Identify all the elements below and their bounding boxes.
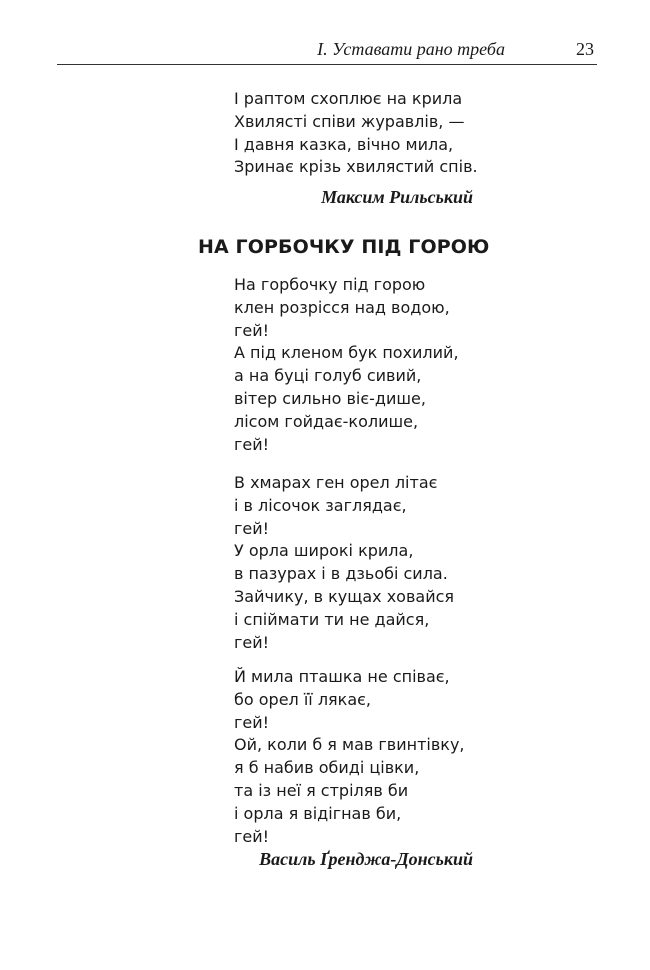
poem-line: вітер сильно віє-дише,: [234, 388, 426, 408]
poem-line: і орла я відігнав би,: [234, 803, 402, 823]
poem-line: гей!: [234, 632, 270, 652]
poem-line: я б набив обиді цівки,: [234, 758, 420, 778]
poem-line: бо орел її лякає,: [234, 689, 372, 709]
poem-stanza-2: [234, 472, 454, 654]
poem-stanza-1: [234, 274, 459, 456]
poem-line: гей!: [234, 712, 270, 732]
epigraph-line: Зринає крізь хвилястий спів.: [234, 157, 478, 177]
poem-line: гей!: [234, 320, 270, 340]
poem-line: В хмарах ген орел літає: [234, 473, 438, 492]
poem-line: Зайчику, в кущах ховайся: [234, 586, 455, 606]
epigraph-line: Хвилясті співи журавлів, —: [234, 111, 465, 131]
poem-title: НА ГОРБОЧКУ ПІД ГОРОЮ: [198, 236, 490, 258]
poem-line: А під кленом бук похилий,: [234, 343, 459, 363]
header-rule: [57, 64, 597, 65]
epigraph-stanza: [234, 88, 478, 179]
epigraph-author: Максим Рильський: [321, 187, 473, 207]
page-number: 23: [576, 39, 594, 59]
poem-line: гей!: [234, 518, 270, 538]
poem-stanza-3: [234, 666, 465, 848]
poem-line: На горбочку під горою: [234, 275, 426, 294]
poem-line: клен розрісся над водою,: [234, 297, 450, 317]
poem-author: Василь Ґренджа-Донський: [259, 849, 473, 869]
running-head: [57, 38, 597, 64]
epigraph-line: І давня казка, вічно мила,: [234, 134, 454, 154]
running-title: I. Уставати рано треба: [317, 39, 505, 59]
poem-line: Ой, коли б я мав гвинтівку,: [234, 735, 465, 755]
epigraph-line: І раптом схоплює на крила: [234, 89, 463, 108]
poem-line: лісом гойдає-колише,: [234, 411, 419, 431]
poem-line: і в лісочок заглядає,: [234, 495, 407, 515]
poem-line: Й мила пташка не співає,: [234, 667, 450, 686]
poem-line: і спіймати ти не дайся,: [234, 609, 430, 629]
poem-line: а на буці голуб сивий,: [234, 366, 422, 386]
poem-line: та із неї я стріляв би: [234, 780, 409, 800]
poem-line: гей!: [234, 434, 270, 454]
poem-line: У орла широкі крила,: [234, 541, 414, 561]
poem-line: в пазурах і в дзьобі сила.: [234, 564, 448, 584]
poem-line: гей!: [234, 826, 270, 846]
